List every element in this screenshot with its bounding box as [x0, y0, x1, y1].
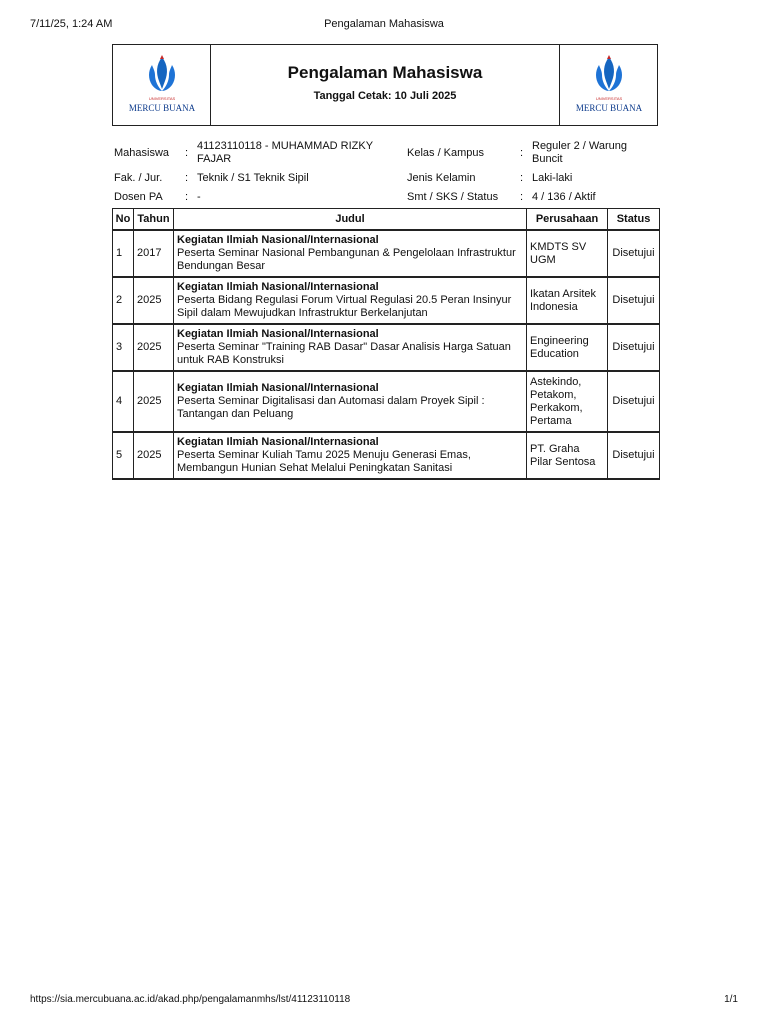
- row-category: Kegiatan Ilmiah Nasional/Internasional: [177, 281, 379, 293]
- print-footer: [30, 994, 738, 1008]
- table-row: [113, 432, 660, 479]
- header-tahun: Tahun: [134, 209, 174, 231]
- separator: :: [185, 147, 189, 159]
- separator: :: [520, 147, 524, 159]
- header-no: No: [113, 209, 134, 231]
- logo-text: MERCU BUANA: [575, 103, 643, 113]
- kelas-label: Kelas / Kampus: [407, 147, 485, 159]
- print-date: Tanggal Cetak: 10 Juli 2025: [313, 90, 457, 102]
- row-perusahaan: Ikatan Arsitek Indonesia: [527, 277, 608, 324]
- row-tahun: 2025: [134, 371, 174, 432]
- row-tahun: 2025: [134, 324, 174, 371]
- row-status: Disetujui: [608, 371, 660, 432]
- row-perusahaan: Astekindo, Petakom, Perkakom, Pertama: [527, 371, 608, 432]
- semester-label: Smt / SKS / Status: [407, 191, 499, 203]
- header-status: Status: [608, 209, 660, 231]
- row-no: 2: [113, 277, 134, 324]
- table-row: [113, 230, 660, 277]
- row-no: 4: [113, 371, 134, 432]
- header-judul: Judul: [174, 209, 527, 231]
- university-logo: [113, 45, 211, 125]
- fakultas-label: Fak. / Jur.: [114, 172, 163, 184]
- row-judul: [174, 324, 527, 371]
- row-judul: [174, 371, 527, 432]
- print-page-title: Pengalaman Mahasiswa: [324, 18, 444, 30]
- separator: :: [520, 191, 524, 203]
- mahasiswa-value: 41123110118 - MUHAMMAD RIZKY FAJAR: [197, 140, 373, 165]
- dosen-pa-value: -: [197, 191, 201, 203]
- row-tahun: 2025: [134, 277, 174, 324]
- kelas-value: Reguler 2 / Warung Buncit: [532, 140, 627, 165]
- university-logo-right: [559, 45, 657, 125]
- row-judul: [174, 277, 527, 324]
- separator: :: [185, 172, 189, 184]
- fakultas-value: Teknik / S1 Teknik Sipil: [197, 172, 309, 184]
- row-perusahaan: PT. Graha Pilar Sentosa: [527, 432, 608, 479]
- table-row: [113, 277, 660, 324]
- mercu-buana-logo-icon: [573, 53, 645, 117]
- table-row: [113, 371, 660, 432]
- jenis-kelamin-value: Laki-laki: [532, 172, 573, 184]
- row-no: 5: [113, 432, 134, 479]
- page-url[interactable]: https://sia.mercubuana.ac.id/akad.php/pengalamanmhs/lst/41123110118: [30, 994, 351, 1005]
- experience-table: [112, 208, 660, 480]
- row-tahun: 2017: [134, 230, 174, 277]
- table-header-row: [113, 209, 660, 231]
- row-category: Kegiatan Ilmiah Nasional/Internasional: [177, 234, 379, 246]
- logo-text: MERCU BUANA: [128, 103, 196, 113]
- table-row: [113, 324, 660, 371]
- logo-small-text: UNIVERSITAS: [595, 96, 623, 101]
- print-datetime: 7/11/25, 1:24 AM: [30, 18, 113, 30]
- header-perusahaan: Perusahaan: [527, 209, 608, 231]
- separator: :: [185, 191, 189, 203]
- row-title: Peserta Seminar Kuliah Tamu 2025 Menuju Generasi Emas, Membangun Hunian Sehat Melalui Peningkatan Sanitasi: [177, 449, 471, 474]
- row-title: Peserta Seminar Digitalisasi dan Automasi dalam Proyek Sipil : Tantangan dan Peluang: [177, 395, 485, 420]
- document-header: [112, 44, 658, 126]
- jenis-kelamin-label: Jenis Kelamin: [407, 172, 476, 184]
- row-judul: [174, 230, 527, 277]
- row-category: Kegiatan Ilmiah Nasional/Internasional: [177, 328, 379, 340]
- row-no: 1: [113, 230, 134, 277]
- row-no: 3: [113, 324, 134, 371]
- row-status: Disetujui: [608, 277, 660, 324]
- separator: :: [520, 172, 524, 184]
- mahasiswa-label: Mahasiswa: [114, 147, 170, 159]
- logo-small-text: UNIVERSITAS: [148, 96, 176, 101]
- row-title: Peserta Seminar "Training RAB Dasar" Dasar Analisis Harga Satuan untuk RAB Konstruksi: [177, 341, 511, 366]
- row-tahun: 2025: [134, 432, 174, 479]
- row-status: Disetujui: [608, 230, 660, 277]
- row-judul: [174, 432, 527, 479]
- page-number: 1/1: [724, 994, 738, 1005]
- row-perusahaan: KMDTS SV UGM: [527, 230, 608, 277]
- document-title: Pengalaman Mahasiswa: [287, 63, 483, 82]
- row-perusahaan: Engineering Education: [527, 324, 608, 371]
- row-category: Kegiatan Ilmiah Nasional/Internasional: [177, 436, 379, 448]
- row-status: Disetujui: [608, 432, 660, 479]
- print-header: [30, 18, 738, 32]
- semester-value: 4 / 136 / Aktif: [532, 191, 596, 203]
- dosen-pa-label: Dosen PA: [114, 191, 163, 203]
- row-title: Peserta Bidang Regulasi Forum Virtual Regulasi 20.5 Peran Insinyur Sipil dalam Mewujudkan Infrastruktur Berkelanjutan: [177, 294, 512, 319]
- row-category: Kegiatan Ilmiah Nasional/Internasional: [177, 382, 379, 394]
- mercu-buana-logo-icon: [126, 53, 198, 117]
- row-status: Disetujui: [608, 324, 660, 371]
- row-title: Peserta Seminar Nasional Pembangunan & Pengelolaan Infrastruktur Bendungan Besar: [177, 247, 516, 272]
